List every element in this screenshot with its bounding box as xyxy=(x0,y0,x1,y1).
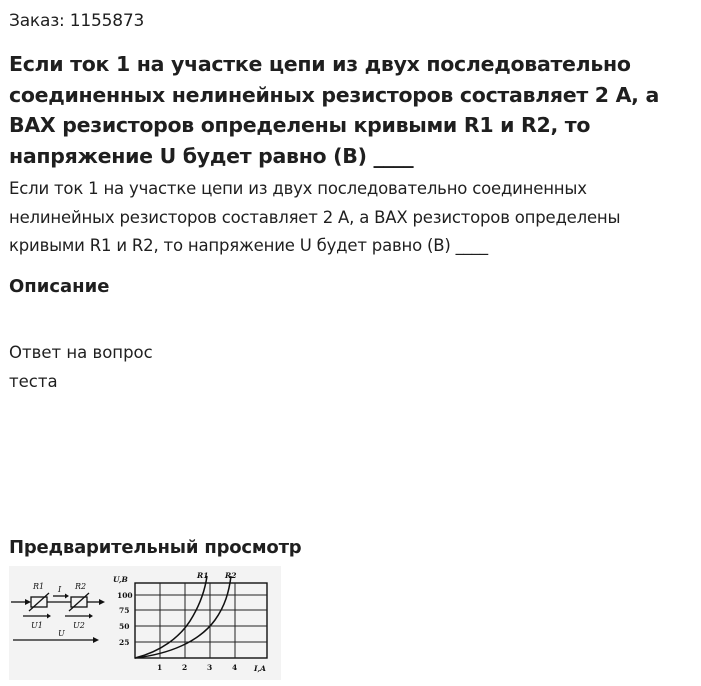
circuit-terminal-arrow xyxy=(25,599,31,605)
y-tick-label: 75 xyxy=(119,606,130,615)
x-tick-label: 2 xyxy=(182,663,188,672)
description-heading: Описание xyxy=(9,276,110,297)
y-tick-label: 25 xyxy=(119,638,130,647)
u2-arrowhead xyxy=(89,614,93,619)
graph-frame xyxy=(135,583,267,658)
x-tick-label: 4 xyxy=(232,663,238,672)
r1-label: R1 xyxy=(33,582,45,591)
x-axis-label: I,A xyxy=(254,664,266,673)
resistor-r2-slash xyxy=(69,593,89,611)
order-number: Заказ: 1155873 xyxy=(9,11,145,31)
current-arrowhead xyxy=(65,594,69,599)
x-tick-label: 1 xyxy=(157,663,163,672)
question-headline: Если ток 1 на участке цепи из двух последовательно соединенных нелинейных резисторов составляет 2 А, а ВАХ резисторов определены кривыми R1 и R2, то напряжение U будет равно (В) ____ xyxy=(9,52,660,168)
u1-arrowhead xyxy=(47,614,51,619)
y-tick-label: 100 xyxy=(117,591,133,600)
question-body: Если ток 1 на участке цепи из двух последовательно соединенных нелинейных резисторов составляет 2 А, а ВАХ резисторов определены кривыми R1 и R2, то напряжение U будет равно (В) ____ xyxy=(9,179,621,255)
answer-text: Ответ на вопрос теста xyxy=(9,343,153,391)
preview-heading: Предварительный просмотр xyxy=(9,537,302,558)
x-tick-label: 3 xyxy=(207,663,213,672)
graph-grid xyxy=(135,583,267,658)
preview-figure xyxy=(9,566,281,680)
circuit-terminal-arrow xyxy=(99,599,105,605)
y-tick-label: 50 xyxy=(119,622,130,631)
curve-r2 xyxy=(135,576,231,658)
u2-label: U2 xyxy=(73,621,85,630)
preview-figure-svg xyxy=(9,566,281,680)
vax-graph xyxy=(113,571,267,673)
resistor-r1-slash xyxy=(29,593,49,611)
current-label: I xyxy=(58,585,62,594)
y-axis-label: U,B xyxy=(113,575,128,584)
u-label: U xyxy=(58,629,65,638)
curve-r1-label: R1 xyxy=(197,571,209,580)
u1-label: U1 xyxy=(31,621,43,630)
curve-r2-label: R2 xyxy=(225,571,237,580)
u-arrowhead xyxy=(93,637,99,643)
curve-r1 xyxy=(135,576,207,658)
r2-label: R2 xyxy=(75,582,87,591)
